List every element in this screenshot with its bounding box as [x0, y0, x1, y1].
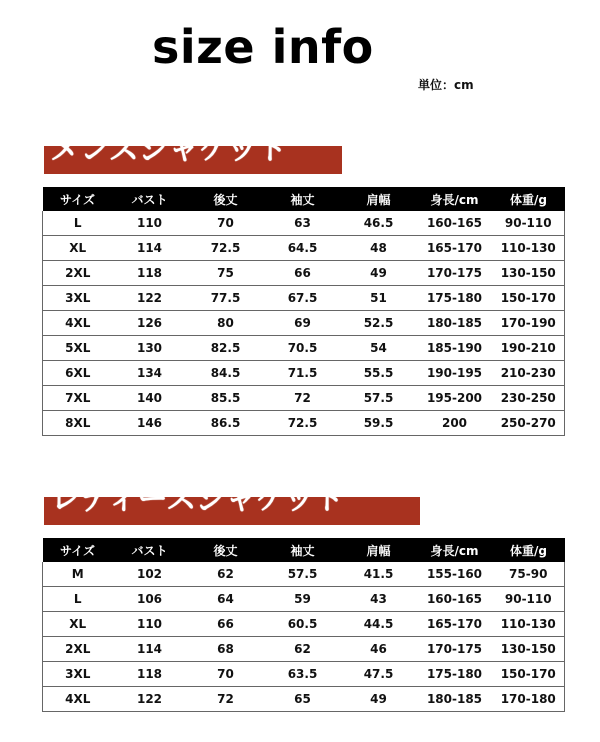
table-cell: 118: [113, 662, 187, 687]
table-cell: 4XL: [43, 311, 113, 336]
column-header: 身長/cm: [417, 538, 493, 562]
table-cell: 155-160: [417, 562, 493, 587]
table-cell: 90-110: [493, 587, 565, 612]
table-cell: 43: [341, 587, 417, 612]
table-cell: 146: [113, 411, 187, 436]
table-cell: 200: [417, 411, 493, 436]
table-cell: 70: [187, 211, 265, 236]
column-header: バスト: [113, 538, 187, 562]
table-cell: 110: [113, 612, 187, 637]
table-cell: 250-270: [493, 411, 565, 436]
table-cell: 190-195: [417, 361, 493, 386]
column-header: 肩幅: [341, 187, 417, 211]
table-cell: 49: [341, 261, 417, 286]
table-row: [43, 211, 565, 236]
table-cell: 52.5: [341, 311, 417, 336]
table-cell: 2XL: [43, 261, 113, 286]
table-cell: 165-170: [417, 236, 493, 261]
table-row: [43, 587, 565, 612]
table-cell: 210-230: [493, 361, 565, 386]
table-cell: 75-90: [493, 562, 565, 587]
table-cell: 114: [113, 236, 187, 261]
table-cell: 44.5: [341, 612, 417, 637]
table-row: [43, 386, 565, 411]
table-cell: 114: [113, 637, 187, 662]
column-header: 袖丈: [265, 187, 341, 211]
table-cell: 82.5: [187, 336, 265, 361]
table-row: [43, 236, 565, 261]
table-cell: 140: [113, 386, 187, 411]
column-header: 後丈: [187, 187, 265, 211]
column-header: 袖丈: [265, 538, 341, 562]
table-cell: 122: [113, 687, 187, 712]
table-cell: 49: [341, 687, 417, 712]
table-cell: 126: [113, 311, 187, 336]
table-row: [43, 286, 565, 311]
table-cell: 150-170: [493, 286, 565, 311]
table-cell: 72: [187, 687, 265, 712]
unit-label: 単位：cm: [418, 78, 474, 92]
table-cell: 72.5: [265, 411, 341, 436]
table-cell: 57.5: [341, 386, 417, 411]
table-cell: 69: [265, 311, 341, 336]
column-header: 体重/g: [493, 538, 565, 562]
table-row: [43, 336, 565, 361]
table-cell: 54: [341, 336, 417, 361]
table-cell: L: [43, 587, 113, 612]
table-cell: 41.5: [341, 562, 417, 587]
table-cell: 134: [113, 361, 187, 386]
table-cell: 122: [113, 286, 187, 311]
table-cell: 2XL: [43, 637, 113, 662]
table-cell: 66: [265, 261, 341, 286]
table-cell: 63: [265, 211, 341, 236]
table-cell: 70.5: [265, 336, 341, 361]
table-cell: 55.5: [341, 361, 417, 386]
ladies-size-table: [42, 538, 565, 712]
table-row: [43, 361, 565, 386]
table-cell: 3XL: [43, 286, 113, 311]
table-cell: 102: [113, 562, 187, 587]
table-cell: 90-110: [493, 211, 565, 236]
table-row: [43, 411, 565, 436]
table-cell: 59.5: [341, 411, 417, 436]
table-cell: 8XL: [43, 411, 113, 436]
table-cell: 170-175: [417, 637, 493, 662]
table-cell: 51: [341, 286, 417, 311]
mens-header-row: [43, 187, 565, 211]
table-cell: 59: [265, 587, 341, 612]
column-header: サイズ: [43, 538, 113, 562]
table-row: [43, 662, 565, 687]
table-cell: 80: [187, 311, 265, 336]
table-cell: 65: [265, 687, 341, 712]
table-cell: 57.5: [265, 562, 341, 587]
table-cell: XL: [43, 236, 113, 261]
table-cell: 130-150: [493, 261, 565, 286]
table-row: [43, 687, 565, 712]
column-header: サイズ: [43, 187, 113, 211]
column-header: 後丈: [187, 538, 265, 562]
table-cell: 190-210: [493, 336, 565, 361]
table-cell: 70: [187, 662, 265, 687]
table-cell: 160-165: [417, 587, 493, 612]
ladies-header-row: [43, 538, 565, 562]
table-cell: 130-150: [493, 637, 565, 662]
table-cell: 64: [187, 587, 265, 612]
table-cell: 7XL: [43, 386, 113, 411]
table-row: [43, 612, 565, 637]
table-cell: 68: [187, 637, 265, 662]
table-cell: 170-175: [417, 261, 493, 286]
table-cell: 46: [341, 637, 417, 662]
table-cell: 118: [113, 261, 187, 286]
table-cell: 130: [113, 336, 187, 361]
table-cell: 106: [113, 587, 187, 612]
table-cell: 66: [187, 612, 265, 637]
table-cell: L: [43, 211, 113, 236]
table-cell: 185-190: [417, 336, 493, 361]
table-cell: 150-170: [493, 662, 565, 687]
table-cell: 175-180: [417, 662, 493, 687]
table-row: [43, 311, 565, 336]
table-cell: 175-180: [417, 286, 493, 311]
table-cell: 63.5: [265, 662, 341, 687]
table-cell: 62: [187, 562, 265, 587]
table-cell: 84.5: [187, 361, 265, 386]
column-header: 身長/cm: [417, 187, 493, 211]
table-cell: 110-130: [493, 612, 565, 637]
table-cell: 71.5: [265, 361, 341, 386]
table-cell: 195-200: [417, 386, 493, 411]
table-row: [43, 562, 565, 587]
table-cell: 85.5: [187, 386, 265, 411]
table-cell: 48: [341, 236, 417, 261]
table-cell: 60.5: [265, 612, 341, 637]
table-cell: 110: [113, 211, 187, 236]
table-cell: 6XL: [43, 361, 113, 386]
table-cell: 4XL: [43, 687, 113, 712]
mens-heading: メンズジャケット: [50, 132, 287, 167]
table-cell: 165-170: [417, 612, 493, 637]
table-row: [43, 261, 565, 286]
page-title: size info: [152, 20, 374, 74]
table-cell: M: [43, 562, 113, 587]
table-cell: 160-165: [417, 211, 493, 236]
table-cell: 230-250: [493, 386, 565, 411]
column-header: 肩幅: [341, 538, 417, 562]
table-cell: 64.5: [265, 236, 341, 261]
table-cell: 170-180: [493, 687, 565, 712]
column-header: 体重/g: [493, 187, 565, 211]
table-cell: 86.5: [187, 411, 265, 436]
table-cell: 180-185: [417, 311, 493, 336]
table-cell: 75: [187, 261, 265, 286]
column-header: バスト: [113, 187, 187, 211]
table-cell: 110-130: [493, 236, 565, 261]
table-cell: XL: [43, 612, 113, 637]
table-cell: 77.5: [187, 286, 265, 311]
table-cell: 180-185: [417, 687, 493, 712]
table-cell: 46.5: [341, 211, 417, 236]
table-cell: 72: [265, 386, 341, 411]
table-cell: 47.5: [341, 662, 417, 687]
table-cell: 67.5: [265, 286, 341, 311]
table-cell: 72.5: [187, 236, 265, 261]
table-cell: 170-190: [493, 311, 565, 336]
ladies-heading: レディースジャケット: [50, 482, 344, 517]
table-cell: 5XL: [43, 336, 113, 361]
table-row: [43, 637, 565, 662]
table-cell: 62: [265, 637, 341, 662]
table-cell: 3XL: [43, 662, 113, 687]
mens-size-table: [42, 187, 565, 436]
